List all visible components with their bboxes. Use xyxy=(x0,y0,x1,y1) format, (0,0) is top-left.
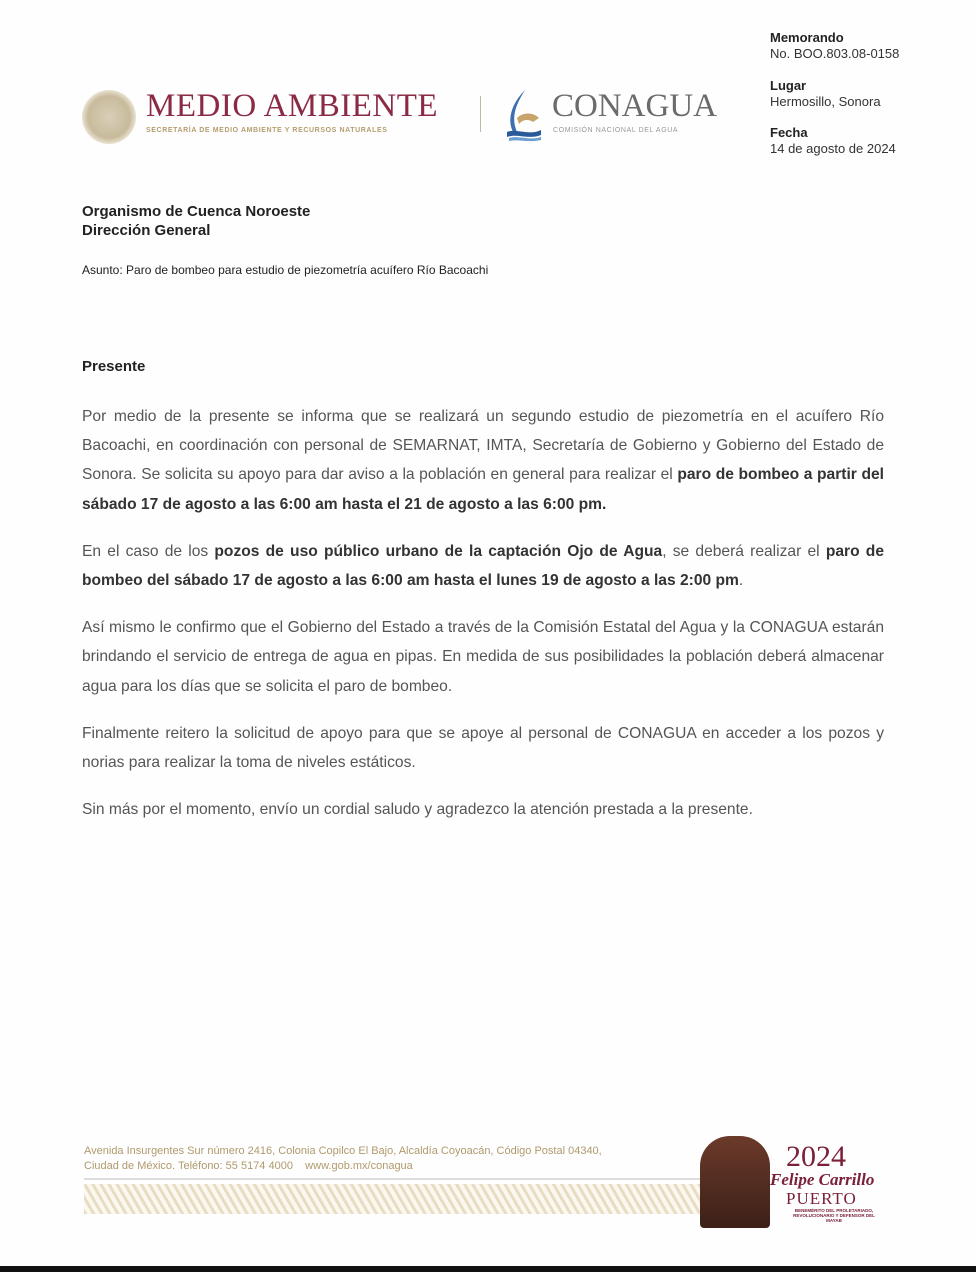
letter-body xyxy=(82,402,884,842)
paragraph-2 xyxy=(82,537,884,595)
place-value: Hermosillo, Sonora xyxy=(770,94,881,109)
medio-ambiente-subtitle: SECRETARÍA DE MEDIO AMBIENTE Y RECURSOS NATURALES xyxy=(146,127,388,134)
p1-bold: paro de bombeo a partir del sábado 17 de agosto a las 6:00 am hasta el 21 de agosto a las 6:00 pm. xyxy=(82,466,884,513)
date-label: Fecha xyxy=(770,125,808,140)
decorative-pattern xyxy=(84,1184,724,1214)
memo-block xyxy=(770,30,899,62)
bottom-bar xyxy=(0,1266,976,1272)
greeting: Presente xyxy=(82,358,146,375)
p2-bold-b: paro de bombeo del sábado 17 de agosto a las 6:00 am hasta el lunes 19 de agosto a las 2:00 pm xyxy=(82,542,884,590)
place-label: Lugar xyxy=(770,78,807,93)
address-line-2: Ciudad de México. Teléfono: 55 5174 4000 www.gob.mx/conagua xyxy=(84,1160,413,1172)
conagua-logo: CONAGUA xyxy=(552,88,717,124)
p1-text: Por medio de la presente se informa que se realizará un segundo estudio de piezometría en el acuífero Río Bacoachi, en coordinación con personal de SEMARNAT, IMTA, Secretaría de Gobierno y Gobierno del Estado de Sonora. Se solicita su apoyo para dar aviso a la población en general para realizar el xyxy=(82,408,884,484)
medio-ambiente-logo: MEDIO AMBIENTE xyxy=(146,88,439,124)
date-block xyxy=(770,125,896,157)
conagua-subtitle: COMISIÓN NACIONAL DEL AGUA xyxy=(553,127,679,134)
footer-address xyxy=(84,1144,602,1174)
memo-label: Memorando xyxy=(770,30,844,45)
place-block xyxy=(770,78,881,110)
felipe-carrillo-text: Felipe Carrillo xyxy=(770,1170,875,1189)
p2-text-b: , se deberá realizar el xyxy=(662,542,826,560)
logo-divider xyxy=(480,96,481,132)
paragraph-5: Sin más por el momento, envío un cordial saludo y agradezco la atención prestada a la presente. xyxy=(82,801,753,819)
subject-line: Asunto: Paro de bombeo para estudio de piezometría acuífero Río Bacoachi xyxy=(82,263,489,277)
portrait-image xyxy=(700,1136,770,1228)
footer-divider xyxy=(84,1178,724,1180)
memo-number: No. BOO.803.08-0158 xyxy=(770,46,900,61)
conagua-logo-icon xyxy=(503,88,543,142)
recipient-org: Organismo de Cuenca Noroeste xyxy=(82,203,311,220)
address-line-1: Avenida Insurgentes Sur número 2416, Colonia Copilco El Bajo, Alcaldía Coyoacán, Código Postal 04340, xyxy=(84,1145,602,1157)
recipient-dept: Dirección General xyxy=(82,222,211,239)
p2-text-a: En el caso de los xyxy=(82,542,215,560)
date-value: 14 de agosto de 2024 xyxy=(770,141,896,156)
paragraph-4: Finalmente reitero la solicitud de apoyo para que se apoye al personal de CONAGUA en acceder a los pozos y norias para realizar la toma de niveles estáticos. xyxy=(82,724,884,772)
recipient-block xyxy=(82,202,310,240)
p2-bold-a: pozos de uso público urbano de la captación Ojo de Agua xyxy=(214,542,663,560)
p2-text-c: . xyxy=(738,572,744,590)
mexico-seal-icon xyxy=(82,90,136,144)
year-logo: 2024 xyxy=(786,1140,846,1173)
paragraph-3: Así mismo le confirmo que el Gobierno del Estado a través de la Comisión Estatal del Agua y la CONAGUA estarán brindando el servicio de entrega de agua en pipas. En medida de sus posibilidades la población deberá almacenar agua para los días que se solicita el paro de bombeo. xyxy=(82,619,884,695)
puerto-text: PUERTO xyxy=(786,1189,857,1208)
felipe-carrillo-subtitle: BENEMÉRITO DEL PROLETARIADO, REVOLUCIONARIO Y DEFENSOR DEL MAYAB xyxy=(793,1208,875,1223)
paragraph-1 xyxy=(82,402,884,519)
